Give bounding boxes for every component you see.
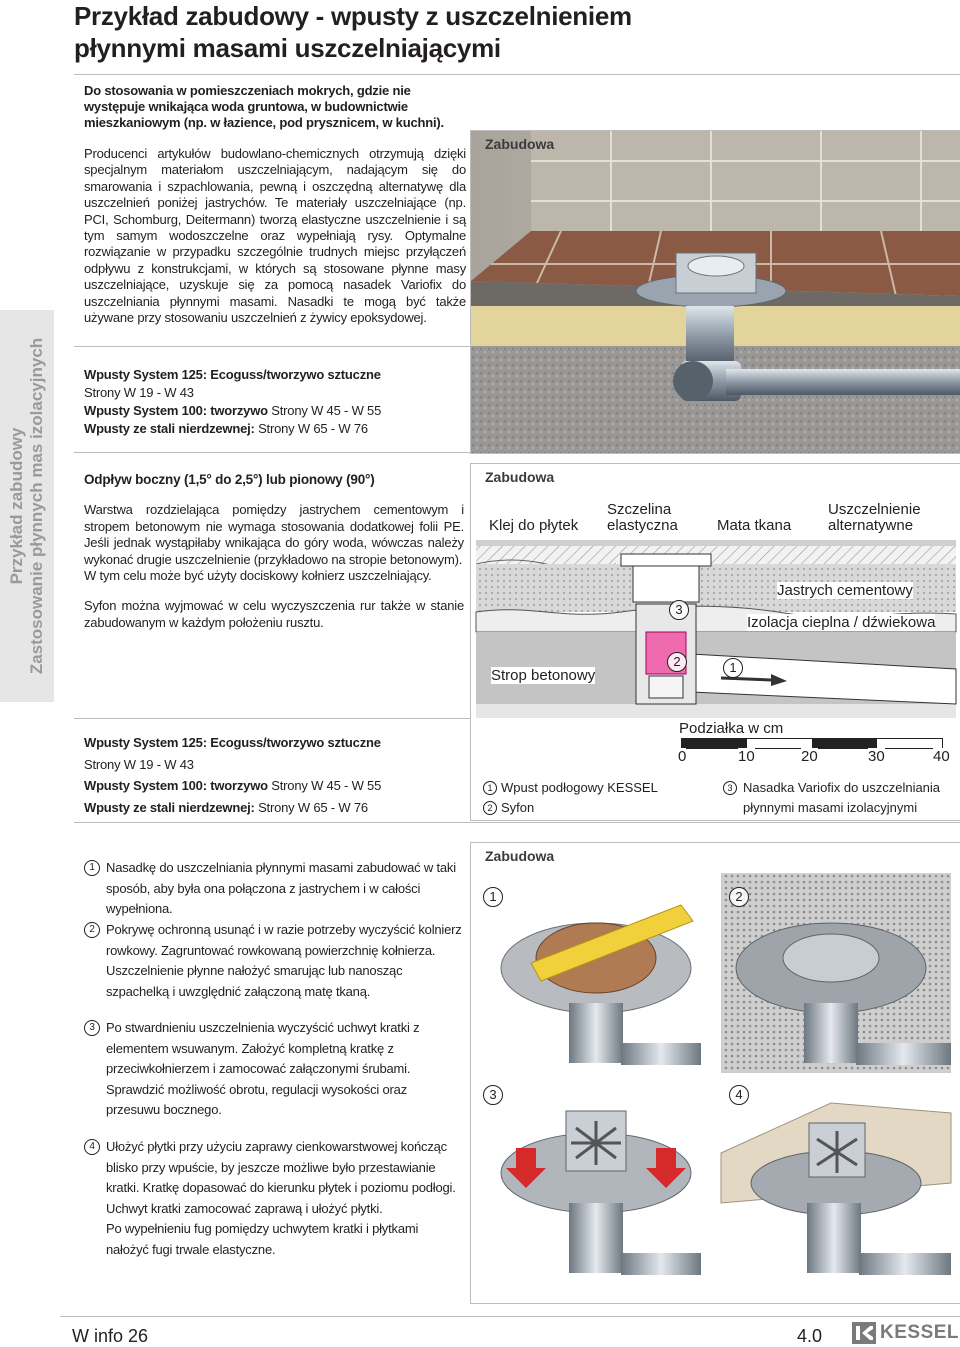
step-2 [84, 920, 464, 1002]
spec-block-2 [84, 732, 464, 818]
sidebar-line-2: Zastosowanie płynnych mas izolacyjnych [27, 337, 46, 675]
step-2-number: 2 [84, 922, 100, 938]
spec2-line3: Strony W 45 - W 55 [267, 778, 382, 793]
step-1-text: Nasadkę do uszczelniania płynnymi masami zabudować w taki sposób, aby była ona połączona z jastrychem i w całości wypełniona. [106, 860, 456, 916]
label-strop: Strop betonowy [491, 667, 596, 684]
step-4-text: Ułożyć płytki przy użyciu zaprawy cienkowarstwowej kończąc blisko przy wpuście, by jeszcze możliwe było przestawianie kratki. Kratkę dopasować do kierunku płytek i poziomu podłogi. Uchwyt kratki zamocować zaprawą i ułożyć płytki. Po wypełnieniu fug pomiędzy uchwytem kratki i płytkami nałożyć fugi trwale elastyczne. [106, 1139, 456, 1257]
label-jastrych: Jastrych cementowy [777, 582, 913, 599]
spec2-line4: Strony W 65 - W 76 [254, 799, 368, 815]
label-mata: Mata tkana [717, 517, 792, 534]
footer-section-number: 4.0 [797, 1326, 823, 1346]
photo-num-2: 2 [729, 887, 749, 907]
photo-panel-2 [721, 873, 951, 1073]
step-photos [471, 843, 960, 1303]
diagram-num-1: 1 [723, 658, 743, 678]
spec-block-1 [84, 366, 464, 438]
scale-tick-10: 10 [738, 748, 755, 765]
spec1-line1: Wpusty System 125: Ecoguss/tworzywo sztuczne [84, 367, 381, 382]
scale-and-legend [471, 718, 960, 820]
scale-tick-20: 20 [801, 748, 818, 765]
diagram-num-2: 2 [667, 652, 687, 672]
legend-num-3: 3 [723, 781, 737, 795]
label-izolacja: Izolacja cieplna / dźwiekowa [747, 614, 936, 631]
section-diagram-box [470, 463, 960, 821]
diagram-num-3: 3 [669, 600, 689, 620]
page-title-line-1: Przykład zabudowy - wpusty z uszczelnieniem [74, 1, 632, 31]
section-2-heading: Odpływ boczny (1,5° do 2,5°) lub pionowy (90°) [84, 472, 375, 487]
legend-left [483, 778, 658, 818]
photo-panel-1 [481, 873, 711, 1073]
body-paragraph: Producenci artykułów budowlano-chemicznych otrzymują dzięki specjalnym materiałom uszczelniającym, nadającym się do smarowania i szpachlowania, pewną i oszczędną alternatywę dla uszczelnień poniżej jastrychów. Te materiały uszczelniające (np. PCI, Schomburg, Deitermann) tworzą elastyczne uszczelnienie i są tym samym wodoszczelne oraz wypełniają rysy. Optymalne rozwiązanie w przypadku szczególnie trudnych miejsc przyłączeń odpływu z konstrukcjami, w których są stosowane płynne masy uszczelniające, uzyskuje się za pomocą nasadek Variofix do uszczelniania płynnymi masami. Nasadki te mogą być także używane przy stosowaniu uszczelnień z żywicy epoksydowej. [84, 146, 466, 326]
label-klej: Klej do płytek [489, 517, 579, 534]
spec1-line3-bold: Wpusty System 100: tworzywo [84, 403, 268, 418]
spec1-line3: Strony W 45 - W 55 [267, 403, 382, 418]
kessel-logo-text: KESSEL [880, 1322, 960, 1343]
step-3 [84, 1018, 464, 1121]
section-rule-1 [74, 346, 470, 347]
legend-text-3: Nasadka Variofix do uszczelniania płynnymi masami izolacyjnymi [743, 780, 941, 815]
intro-text: Do stosowania w pomieszczeniach mokrych, gdzie nie występuje wnikająca woda gruntowa, w budownictwie mieszkaniowym (np. w łazience, pod prysznicem, w kuchni). [84, 83, 444, 130]
spec1-line4: Strony W 65 - W 76 [254, 421, 368, 436]
step-2-text: Pokrywę ochronną usunąć i w razie potrzeby wyczyścić kolnierz rowkowy. Zagruntować rowkowaną powierzchnię kołnierza. Uszczelnienie płynne nałożyć smarując lub nanosząc szpachelką i uwzględnić załączoną matę tkaną. [106, 922, 462, 999]
page-title-line-2: płynnymi masami uszczelniającymi [74, 33, 501, 63]
step-3-text: Po stwardnieniu uszczelnienia wyczyścić uchwyt kratki z elementem wsuwanym. Założyć kompletną kratkę z przeciwkołnierzem i zamocować załączonymi śrubami. Sprawdzić możliwość obrotu, regulacji wysokości oraz przesuwu bocznego. [106, 1020, 420, 1117]
spec2-line1: Wpusty System 125: Ecoguss/tworzywo sztuczne [84, 735, 381, 750]
legend-num-2: 2 [483, 801, 497, 815]
photo-panel-3 [481, 1083, 711, 1293]
page-title [74, 0, 632, 64]
spec1-line4-bold: Wpusty ze stali nierdzewnej: [84, 421, 255, 436]
title-rule [74, 74, 960, 75]
scale-tick-40: 40 [933, 748, 950, 765]
photo-panel-4 [721, 1083, 951, 1293]
box3-title: Zabudowa [485, 848, 555, 864]
sidebar-tab [0, 310, 54, 702]
legend-text-2: Syfon [501, 800, 535, 815]
label-szczelina: Szczelina elastyczna [607, 502, 697, 534]
installation-photo-box [470, 130, 960, 454]
footer-page-ref: W info 26 [72, 1326, 149, 1346]
scale-tick-30: 30 [868, 748, 885, 765]
step-1-number: 1 [84, 860, 100, 876]
photo-num-1: 1 [483, 887, 503, 907]
scale-title: Podziałka w cm [679, 720, 784, 737]
photo-num-4: 4 [729, 1085, 749, 1105]
section-2-paragraph-2: W tym celu może być użyty dociskowy kołnierz uszczelniający. [84, 568, 432, 584]
section-rule-2 [74, 452, 470, 453]
spec2-line4-bold: Wpusty ze stali nierdzewnej: [84, 799, 255, 815]
section-rule-3 [74, 718, 470, 719]
section-2-paragraph-1: Warstwa rozdzielająca pomiędzy jastrychem cementowym i stropem betonowym nie wymaga stosowania dodatkowej folii PE. Jeśli jednak wystąpiłaby wnikająca do góry woda, wówczas należy wykonać drugie uszczelnienie (przykładowo na stropie betonowym). [84, 502, 464, 567]
section-2-paragraph-3: Syfon można wyjmować w celu wyczyszczenia rur także w stanie zabudowanym w każdym położeniu rusztu. [84, 598, 464, 630]
label-uszczelnienie: Uszczelnienie alternatywne [828, 502, 938, 534]
spec2-line3-bold: Wpusty System 100: tworzywo [84, 778, 268, 793]
step-4-number: 4 [84, 1139, 100, 1155]
step-1 [84, 858, 464, 920]
legend-num-1: 1 [483, 781, 497, 795]
section-rule-4 [74, 822, 960, 823]
sidebar-line-1: Przykład zabudowy [7, 427, 26, 585]
kessel-logo-icon [852, 1322, 876, 1344]
installation-photo [471, 131, 960, 453]
spec1-line2: Strony W 19 - W 43 [84, 385, 194, 400]
step-3-number: 3 [84, 1020, 100, 1036]
spec2-line2: Strony W 19 - W 43 [84, 756, 194, 772]
steps-photo-box [470, 842, 960, 1304]
legend-right [723, 778, 953, 818]
legend-text-1: Wpust podłogowy KESSEL [501, 780, 658, 795]
scale-tick-0: 0 [678, 748, 687, 765]
box2-title: Zabudowa [485, 469, 555, 485]
section-2 [84, 472, 464, 631]
step-4 [84, 1137, 464, 1260]
box1-title: Zabudowa [485, 136, 555, 152]
footer-rule [60, 1316, 960, 1317]
photo-num-3: 3 [483, 1085, 503, 1105]
